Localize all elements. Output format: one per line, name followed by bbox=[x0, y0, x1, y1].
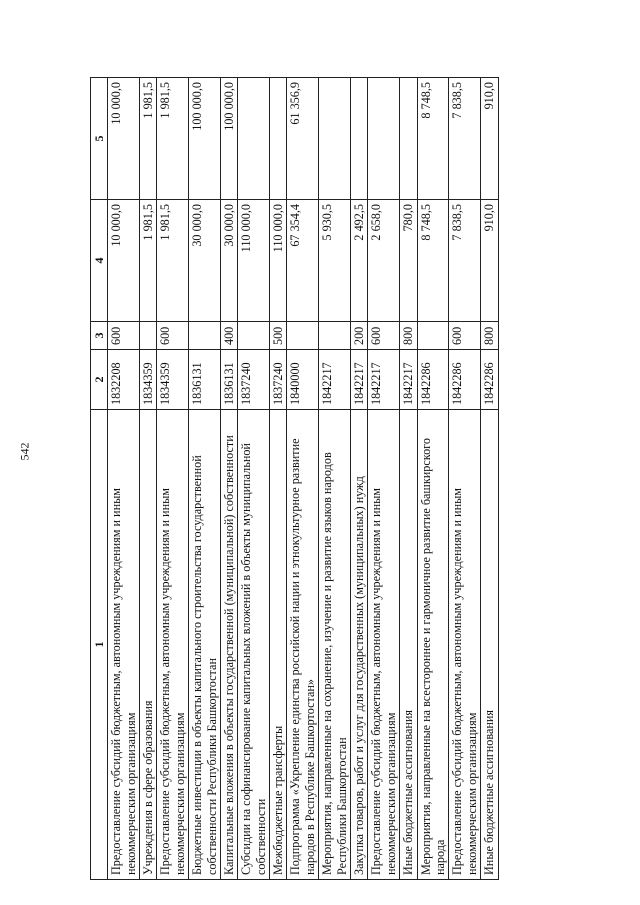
row-code: 1840000 bbox=[287, 350, 319, 410]
table-row bbox=[417, 78, 449, 880]
row-code: 1836131 bbox=[220, 350, 237, 410]
row-value-col5 bbox=[319, 78, 351, 200]
row-value-col4: 2 658,0 bbox=[368, 200, 400, 322]
table-row bbox=[157, 78, 189, 880]
row-code: 1842217 bbox=[319, 350, 351, 410]
row-type: 800 bbox=[400, 322, 417, 350]
row-code: 1842217 bbox=[400, 350, 417, 410]
row-name: Предоставление субсидий бюджетным, автономным учреждениям и иным некоммерческим организациям bbox=[368, 410, 400, 880]
row-type: 200 bbox=[351, 322, 368, 350]
row-value-col4: 67 354,4 bbox=[287, 200, 319, 322]
row-name: Предоставление субсидий бюджетным, автономным учреждениям и иным некоммерческим организациям bbox=[449, 410, 481, 880]
rotated-table-container bbox=[90, 78, 590, 880]
row-type: 600 bbox=[449, 322, 481, 350]
table-row bbox=[368, 78, 400, 880]
row-value-col5: 1 981,5 bbox=[139, 78, 156, 200]
table-row bbox=[238, 78, 270, 880]
header-col-2: 2 bbox=[91, 350, 108, 410]
row-code: 1836131 bbox=[189, 350, 221, 410]
row-code: 1842217 bbox=[368, 350, 400, 410]
row-value-col5 bbox=[368, 78, 400, 200]
row-type: 600 bbox=[108, 322, 140, 350]
header-col-5: 5 bbox=[91, 78, 108, 200]
row-code: 1834359 bbox=[157, 350, 189, 410]
row-name: Предоставление субсидий бюджетным, автономным учреждениям и иным некоммерческим организациям bbox=[157, 410, 189, 880]
row-value-col4: 780,0 bbox=[400, 200, 417, 322]
row-type bbox=[287, 322, 319, 350]
row-value-col4: 7 838,5 bbox=[449, 200, 481, 322]
row-code: 1842217 bbox=[351, 350, 368, 410]
row-type: 500 bbox=[270, 322, 287, 350]
row-type bbox=[417, 322, 449, 350]
row-value-col5: 8 748,5 bbox=[417, 78, 449, 200]
row-type bbox=[189, 322, 221, 350]
table-row bbox=[319, 78, 351, 880]
row-code: 1832208 bbox=[108, 350, 140, 410]
row-value-col5: 10 000,0 bbox=[108, 78, 140, 200]
row-name: Межбюджетные трансферты bbox=[270, 410, 287, 880]
row-name: Иные бюджетные ассигнования bbox=[400, 410, 417, 880]
row-type: 600 bbox=[157, 322, 189, 350]
table-row bbox=[220, 78, 237, 880]
row-value-col5 bbox=[238, 78, 270, 200]
row-type: 600 bbox=[368, 322, 400, 350]
table-row bbox=[189, 78, 221, 880]
row-value-col4: 10 000,0 bbox=[108, 200, 140, 322]
row-type bbox=[319, 322, 351, 350]
row-value-col5 bbox=[270, 78, 287, 200]
page-number: 542 bbox=[17, 442, 32, 461]
row-value-col5: 100 000,0 bbox=[189, 78, 221, 200]
row-code: 1842286 bbox=[417, 350, 449, 410]
row-value-col4: 30 000,0 bbox=[220, 200, 237, 322]
row-value-col5: 1 981,5 bbox=[157, 78, 189, 200]
table-row bbox=[270, 78, 287, 880]
table-row bbox=[481, 78, 498, 880]
table-row bbox=[449, 78, 481, 880]
row-value-col4: 1 981,5 bbox=[157, 200, 189, 322]
row-name: Мероприятия, направленные на сохранение, изучение и развитие языков народов Республики Башкортостан bbox=[319, 410, 351, 880]
table-row bbox=[351, 78, 368, 880]
row-value-col4: 8 748,5 bbox=[417, 200, 449, 322]
row-value-col5 bbox=[400, 78, 417, 200]
row-code: 1834359 bbox=[139, 350, 156, 410]
header-col-4: 4 bbox=[91, 200, 108, 322]
row-value-col4: 110 000,0 bbox=[270, 200, 287, 322]
row-code: 1837240 bbox=[270, 350, 287, 410]
table-body bbox=[108, 78, 498, 880]
row-code: 1837240 bbox=[238, 350, 270, 410]
table-row bbox=[139, 78, 156, 880]
row-value-col4: 110 000,0 bbox=[238, 200, 270, 322]
row-value-col4: 5 930,5 bbox=[319, 200, 351, 322]
row-name: Капитальные вложения в объекты государственной (муниципальной) собственности bbox=[220, 410, 237, 880]
row-name: Иные бюджетные ассигнования bbox=[481, 410, 498, 880]
budget-table bbox=[90, 77, 499, 880]
row-code: 1842286 bbox=[449, 350, 481, 410]
row-value-col4: 2 492,5 bbox=[351, 200, 368, 322]
row-name: Учреждения в сфере образования bbox=[139, 410, 156, 880]
row-type bbox=[238, 322, 270, 350]
row-value-col5: 910,0 bbox=[481, 78, 498, 200]
row-value-col4: 30 000,0 bbox=[189, 200, 221, 322]
row-type bbox=[139, 322, 156, 350]
row-name: Закупка товаров, работ и услуг для государственных (муниципальных) нужд bbox=[351, 410, 368, 880]
row-value-col5 bbox=[351, 78, 368, 200]
row-value-col5: 61 356,9 bbox=[287, 78, 319, 200]
table-header-row bbox=[91, 78, 108, 880]
row-name: Бюджетные инвестиции в объекты капитального строительства государственной собственности Республики Башкортостан bbox=[189, 410, 221, 880]
table-row bbox=[108, 78, 140, 880]
row-value-col4: 910,0 bbox=[481, 200, 498, 322]
row-name: Предоставление субсидий бюджетным, автономным учреждениям и иным некоммерческим организациям bbox=[108, 410, 140, 880]
row-type: 400 bbox=[220, 322, 237, 350]
row-type: 800 bbox=[481, 322, 498, 350]
table-row bbox=[287, 78, 319, 880]
header-col-3: 3 bbox=[91, 322, 108, 350]
table-row bbox=[400, 78, 417, 880]
header-col-1: 1 bbox=[91, 410, 108, 880]
row-name: Субсидии на софинансирование капитальных вложений в объекты муниципальной собственности bbox=[238, 410, 270, 880]
row-value-col5: 7 838,5 bbox=[449, 78, 481, 200]
row-name: Мероприятия, направленные на всестороннее и гармоничное развитие башкирского народа bbox=[417, 410, 449, 880]
row-value-col5: 100 000,0 bbox=[220, 78, 237, 200]
row-code: 1842286 bbox=[481, 350, 498, 410]
row-value-col4: 1 981,5 bbox=[139, 200, 156, 322]
row-name: Подпрограмма «Укрепление единства российской нации и этнокультурное развитие народов в Республике Башкортостан» bbox=[287, 410, 319, 880]
